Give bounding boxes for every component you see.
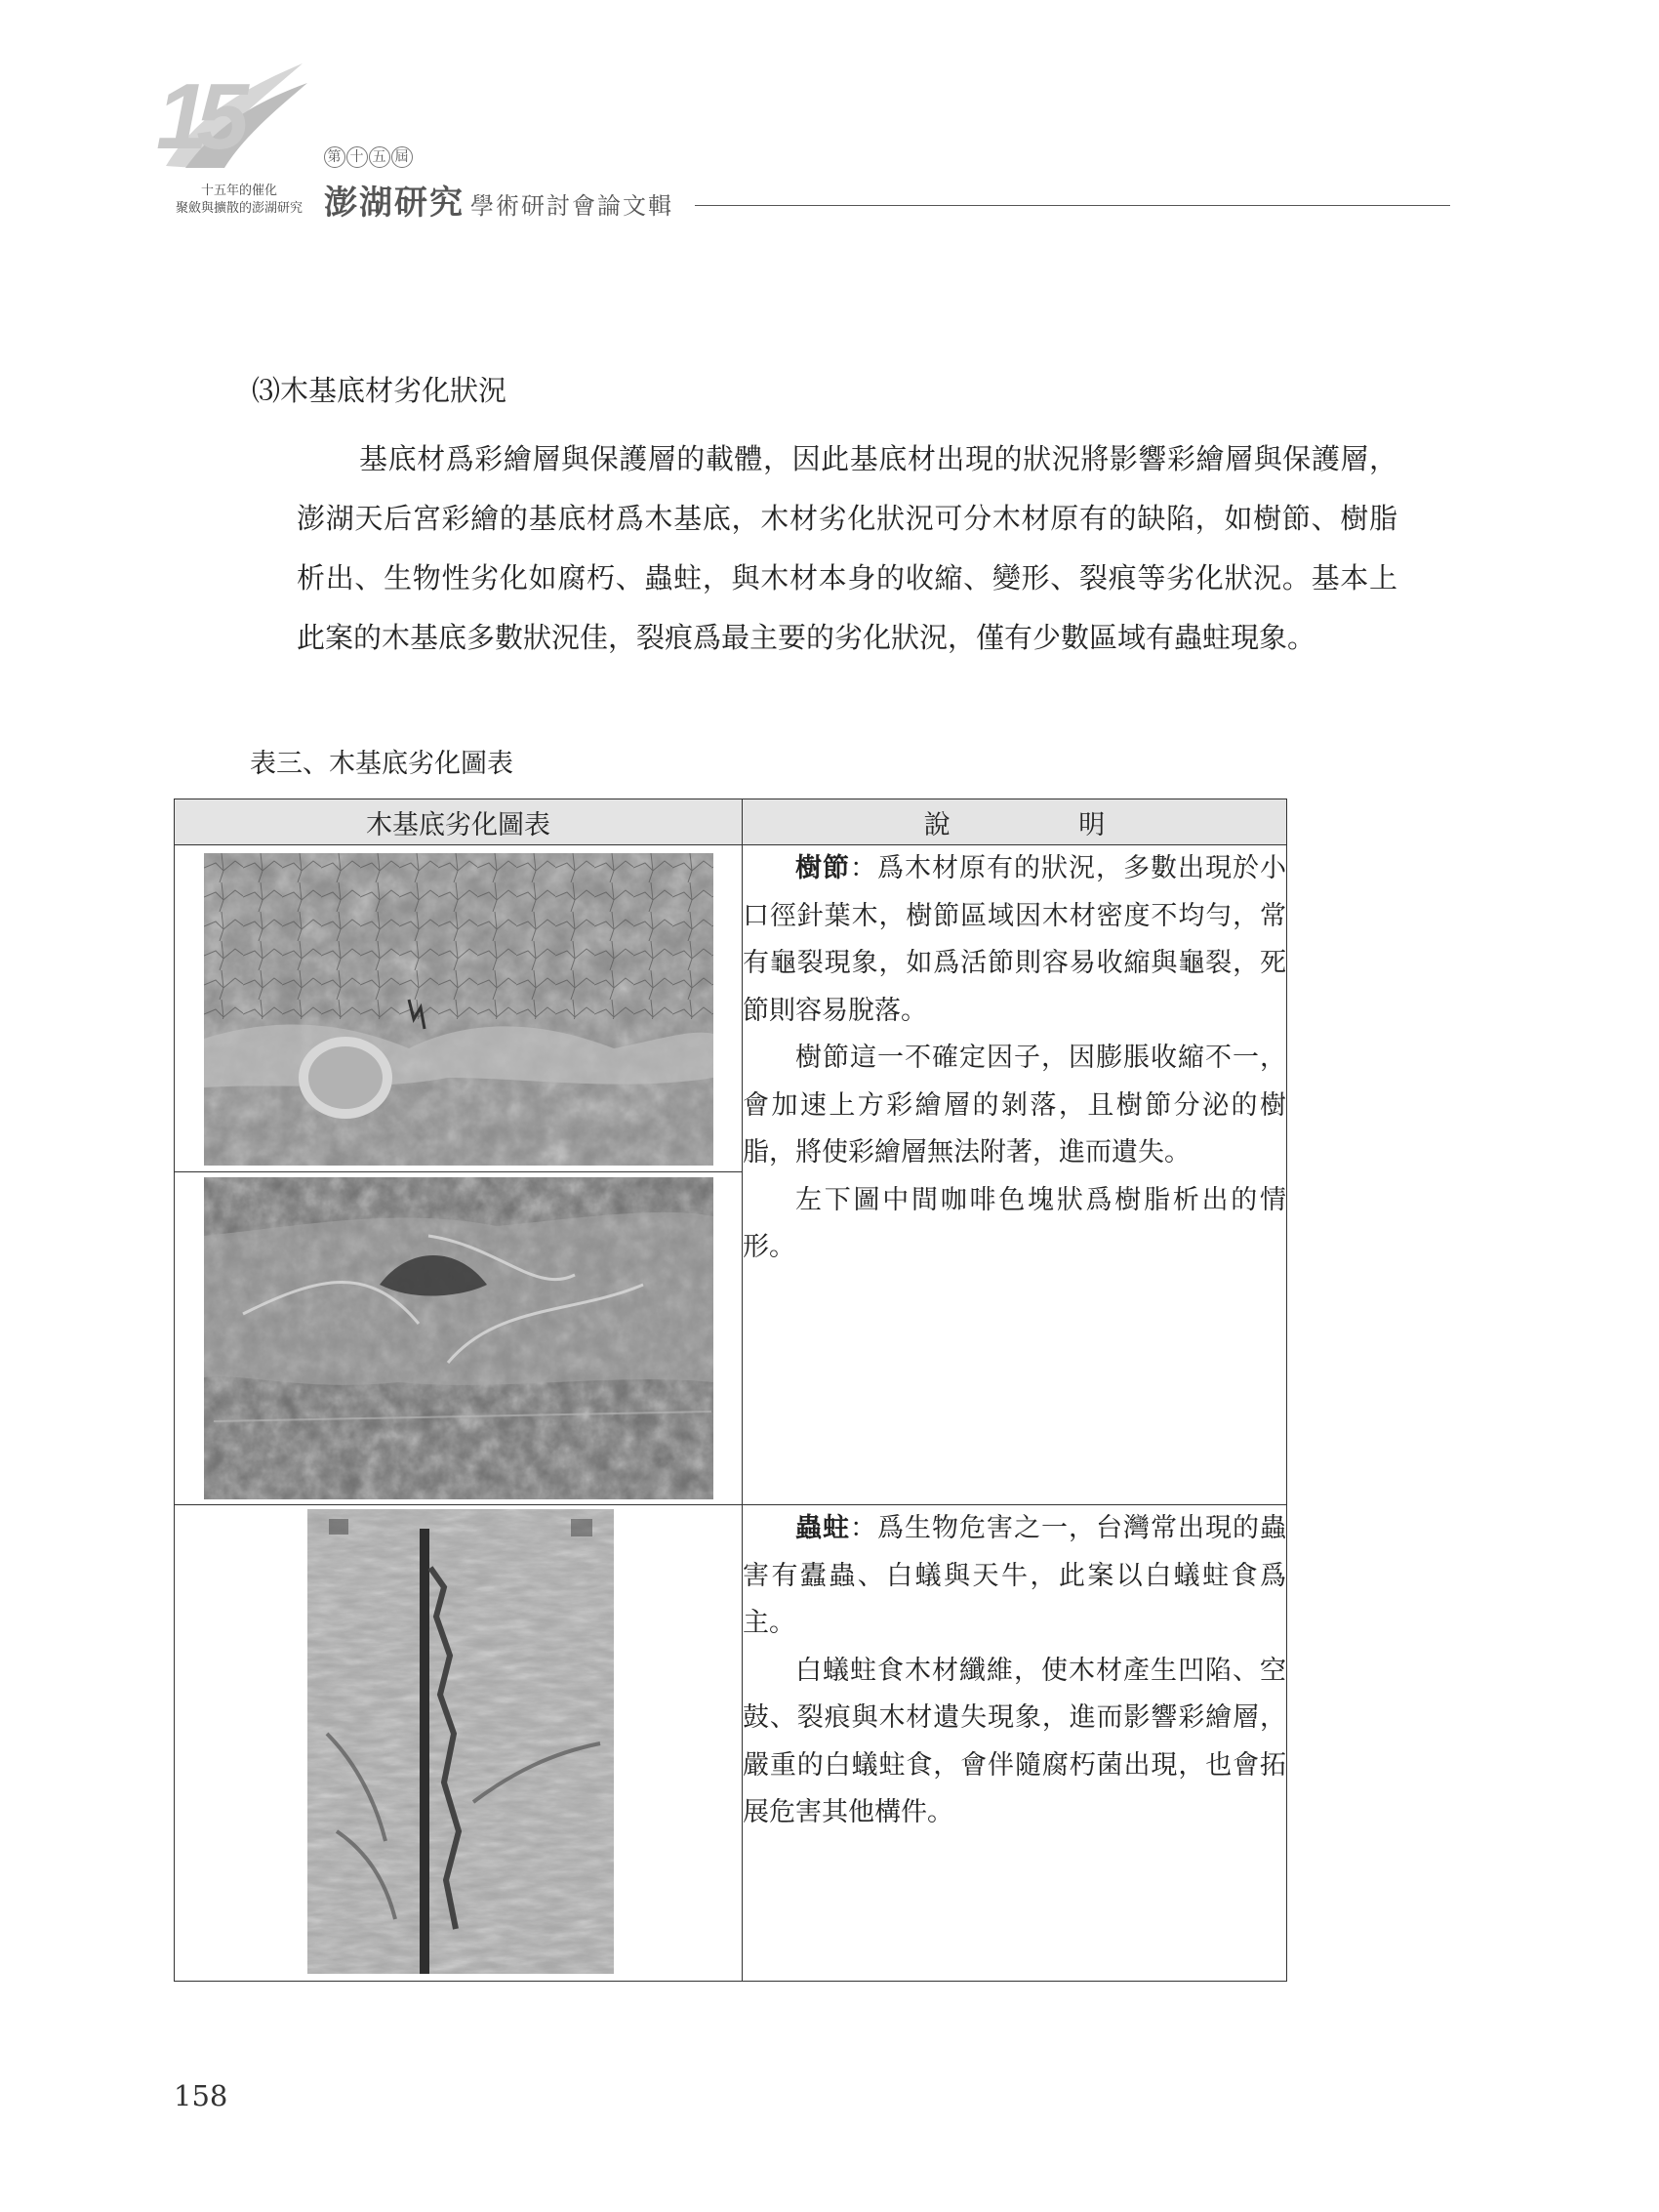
header-desc-char-2: 明 bbox=[1078, 809, 1106, 840]
wood-degradation-table bbox=[174, 799, 1287, 1982]
desc-term: 蟲蛀 bbox=[795, 1513, 850, 1543]
image-cell bbox=[175, 845, 743, 1505]
table-row bbox=[175, 845, 1287, 1505]
session-char: 屆 bbox=[391, 146, 413, 168]
session-char: 五 bbox=[369, 146, 390, 168]
series-title-sub: 學術研討會論文輯 bbox=[470, 192, 673, 220]
table-caption: 表三、木基底劣化圖表 bbox=[250, 749, 513, 779]
logo-number: 15 bbox=[156, 64, 237, 169]
series-title bbox=[324, 176, 673, 224]
session-label bbox=[324, 146, 414, 168]
table-header-description bbox=[743, 799, 1287, 845]
desc-text: ：爲木材原有的狀況，多數出現於小口徑針葉木，樹節區域因木材密度不均勻，常有龜裂現象，如爲活節則容易收縮與龜裂，死節則容易脫落。 bbox=[743, 853, 1286, 1026]
description-cell bbox=[743, 1505, 1287, 1982]
series-title-main: 澎湖研究 bbox=[324, 184, 465, 223]
desc-text: ：爲生物危害之一，台灣常出現的蟲害有蠹蟲、白蟻與天牛，此案以白蟻蛀食爲主。 bbox=[743, 1513, 1286, 1638]
session-char: 十 bbox=[346, 146, 368, 168]
image-cell bbox=[175, 1505, 743, 1982]
photo-resin-exudation bbox=[204, 1177, 713, 1499]
logo-tagline-1: 十五年的催化 bbox=[200, 184, 277, 198]
body-paragraph: 基底材爲彩繪層與保護層的載體，因此基底材出現的狀況將影響彩繪層與保護層，澎湖天后宮彩繪的基底材爲木基底，木材劣化狀況可分木材原有的缺陷，如樹節、樹脂析出、生物性劣化如腐朽、蟲蛀，與木材本身的收縮、變形、裂痕等劣化狀況。基本上此案的木基底多數狀況佳，裂痕爲最主要的劣化狀況，僅有少數區域有蟲蛀現象。 bbox=[297, 442, 1397, 654]
header-desc-char-1: 說 bbox=[923, 809, 951, 840]
image-divider bbox=[175, 1171, 742, 1172]
header-rule bbox=[695, 205, 1450, 206]
desc-paragraph: 白蟻蛀食木材纖維，使木材產生凹陷、空鼓、裂痕與木材遺失現象，進而影響彩繪層，嚴重的白蟻蛀食，會伴隨腐朽菌出現，也會拓展危害其他構件。 bbox=[743, 1655, 1286, 1827]
table-row bbox=[175, 1505, 1287, 1982]
desc-paragraph: 左下圖中間咖啡色塊狀爲樹脂析出的情形。 bbox=[743, 1184, 1286, 1262]
description-cell bbox=[743, 845, 1287, 1505]
session-char: 第 bbox=[324, 146, 345, 168]
desc-paragraph bbox=[743, 845, 1286, 1035]
photo-termite-damage bbox=[307, 1509, 614, 1974]
desc-paragraph: 樹節這一不確定因子，因膨脹收縮不一，會加速上方彩繪層的剝落，且樹節分泌的樹脂，將使彩繪層無法附著，進而遺失。 bbox=[743, 1043, 1286, 1167]
desc-term: 樹節 bbox=[795, 853, 850, 883]
table-header-row bbox=[175, 799, 1287, 845]
table-header-images: 木基底劣化圖表 bbox=[175, 799, 743, 845]
desc-paragraph bbox=[743, 1505, 1286, 1648]
section-heading: ⑶木基底材劣化狀況 bbox=[252, 374, 507, 407]
page-number: 158 bbox=[174, 2079, 228, 2112]
logo-tagline-2: 聚斂與擴散的澎湖研究 bbox=[175, 201, 303, 216]
photo-wood-knot bbox=[204, 853, 713, 1166]
conference-logo bbox=[156, 59, 312, 215]
